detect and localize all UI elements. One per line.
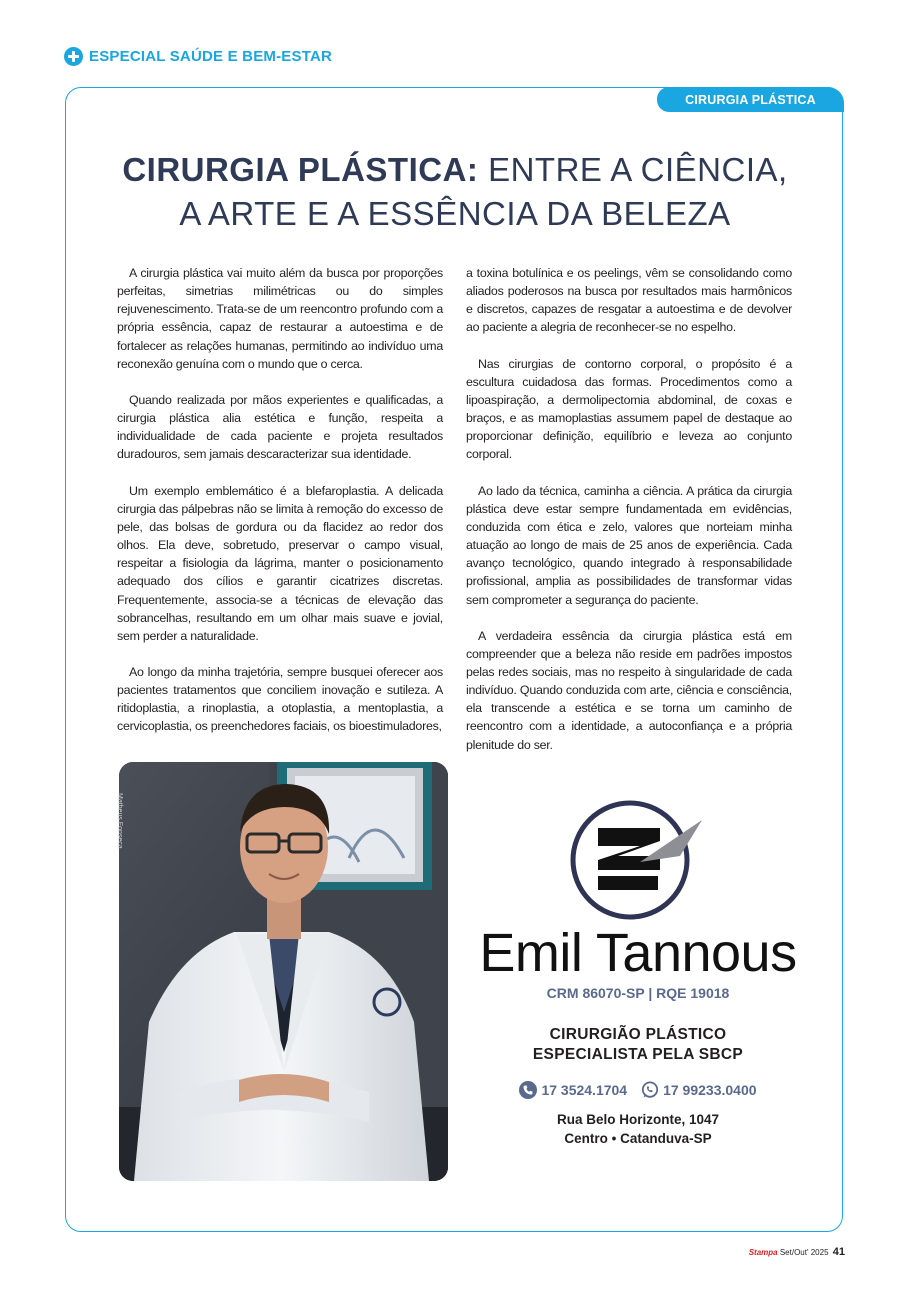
article-paragraph: A verdadeira essência da cirurgia plástica está em compreender que a beleza não reside em padrões impostos pelas redes sociais, mas no respeito à singularidade de cada indivíduo. Quando conduzida com arte, ciência e consciência, ela transcende a estética e se torna um caminho de reencontro com a identidade, a autoconfiança e a própria plenitude do ser. — [466, 628, 792, 752]
doctor-photo — [119, 762, 448, 1181]
article-paragraph: Um exemplo emblemático é a blefaroplastia. A delicada cirurgia das pálpebras não se limita à remoção do excesso de pele, das bolsas de gordura ou da flacidez ao redor dos olhos. Ela deve, sobretudo, preservar o campo visual, respeitar a fisiologia da lágrima, manter o posicionamento adequado dos cílios e garantir cicatrizes discretas. Frequentemente, associa-se a técnicas de elevação das sobrancelhas, resultando em um olhar mais suave e jovial, sem perder a naturalidade. — [117, 483, 443, 643]
headline-line1-rest: ENTRE A CIÊNCIA, — [488, 151, 788, 188]
address — [470, 1110, 806, 1148]
article-paragraph: A cirurgia plástica vai muito além da busca por proporções perfeitas, simetrias milimétricas ou do simples rejuvenescimento. Trata-se de um reencontro profundo com a própria essência, capaz de restaurar a autoestima e de fortalecer as relações humanas, permitindo ao indivíduo uma reconexão genuína com o mundo que o cerca. — [117, 266, 443, 371]
whatsapp-icon — [641, 1081, 659, 1099]
headline-line2: A ARTE E A ESSÊNCIA DA BELEZA — [179, 195, 731, 232]
article-paragraph: a toxina botulínica e os peelings, vêm se consolidando como aliados poderosos na busca por resultados mais harmônicos e discretos, capazes de resgatar a autoestima e de devolver ao paciente a alegria de reconhecer-se no espelho. — [466, 266, 792, 335]
article-headline — [100, 148, 810, 236]
article-paragraph: Ao lado da técnica, caminha a ciência. A prática da cirurgia plástica deve estar sempre fundamentada em evidências, conduzida com ética e zelo, valores que norteiam minha atuação ao longo de mais de 25 anos de experiência. Cada avanço tecnológico, quando integrado à responsabilidade profissional, amplia as possibilidades de transformar vidas sem comprometer a segurança do paciente. — [466, 483, 792, 607]
article-paragraph: Ao longo da minha trajetória, sempre busquei oferecer aos pacientes tratamentos que conciliem inovação e sutileza. A ritidoplastia, a rinoplastia, a otoplastia, a mentoplastia, a cervicoplastia, os preenchedores faciais, os bioestimuladores, — [117, 664, 443, 734]
doctor-name: Emil Tannous — [479, 923, 797, 983]
plus-circle-icon — [64, 47, 83, 66]
magazine-brand: Stampa — [748, 1248, 778, 1257]
specialty-line1: CIRURGIÃO PLÁSTICO — [549, 1026, 727, 1043]
phone-icon — [519, 1081, 537, 1099]
medical-registry: CRM 86070-SP | RQE 19018 — [546, 985, 730, 1001]
section-header — [64, 44, 332, 68]
article-column-left — [117, 264, 443, 754]
specialty — [470, 1025, 806, 1065]
page-folio — [730, 1246, 845, 1258]
page-number: 41 — [832, 1246, 845, 1258]
whatsapp-number: 17 99233.0400 — [663, 1082, 757, 1098]
article-paragraph: Nas cirurgias de contorno corporal, o propósito é a escultura cuidadosa das formas. Procedimentos como a lipoaspiração, a dermolipectomia abdominal, de coxas e braços, e as mamoplastias assumem papel de destaque ao proporcionar definição, equilíbrio e leveza ao conjunto corporal. — [466, 356, 792, 462]
address-line2: Centro • Catanduva-SP — [564, 1131, 712, 1146]
phone-number: 17 3524.1704 — [541, 1082, 628, 1098]
doctor-portrait-illustration — [119, 762, 448, 1181]
headline-strong: CIRURGIA PLÁSTICA: — [122, 151, 479, 188]
article-paragraph: Quando realizada por mãos experientes e qualificadas, a cirurgia plástica alia estética e função, respeita a individualidade de cada paciente e projeta resultados duradouros, sem jamais descaracterizar sua identidade. — [117, 392, 443, 462]
section-title: ESPECIAL SAÚDE E BEM-ESTAR — [89, 47, 333, 65]
article-column-right — [466, 264, 792, 772]
emil-tannous-logo-icon — [570, 796, 704, 924]
phone-contact[interactable] — [519, 1081, 627, 1099]
address-line1: Rua Belo Horizonte, 1047 — [556, 1112, 720, 1127]
whatsapp-contact[interactable] — [641, 1081, 756, 1099]
photo-credit: Matheus Fonseca — [116, 793, 123, 849]
category-tab: CIRURGIA PLÁSTICA — [657, 87, 844, 112]
specialty-line2: ESPECIALISTA PELA SBCP — [532, 1046, 744, 1063]
magazine-issue: Set/Out' 2025 — [779, 1248, 829, 1257]
contact-info — [470, 1081, 806, 1099]
